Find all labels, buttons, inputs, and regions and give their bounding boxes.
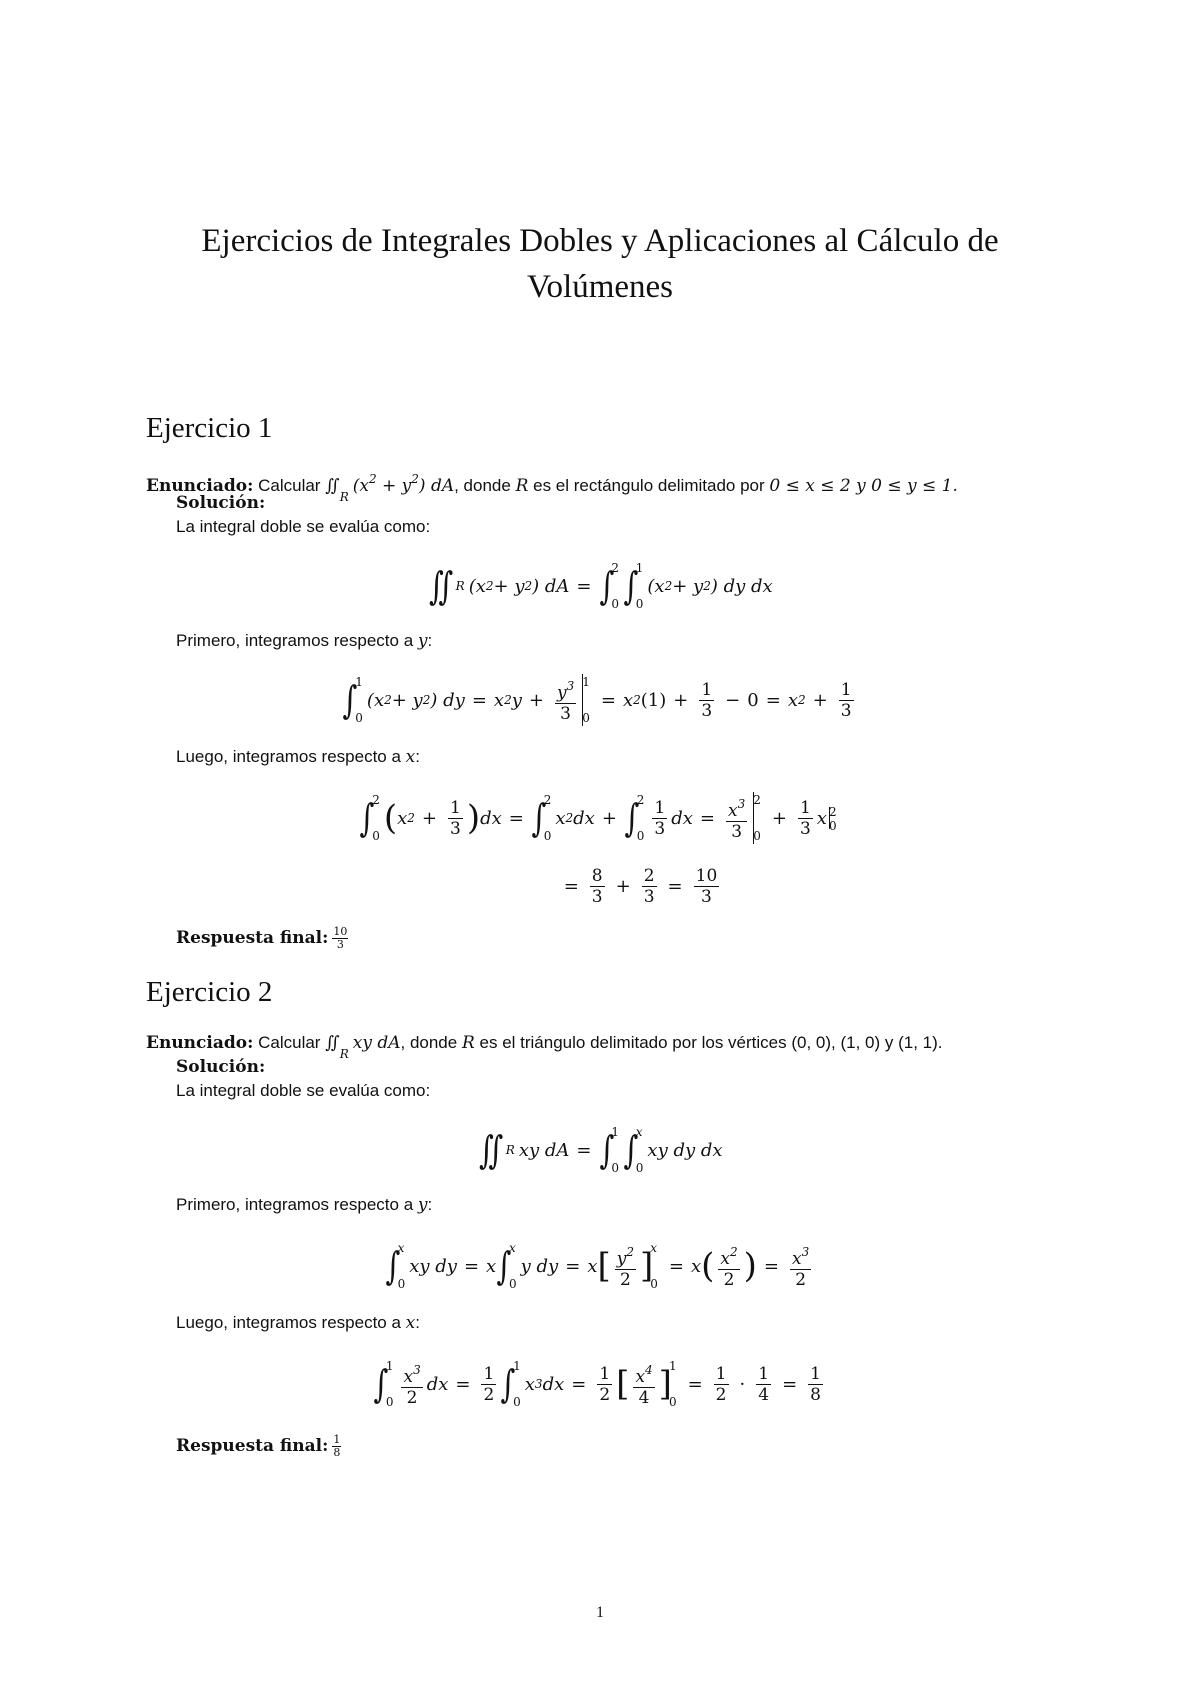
- statement-where: , donde: [400, 1033, 458, 1052]
- equation-2-3: ∫ 1 0 $\frac{x^3}{2}$ dx = $\frac{1}{2}$ ∫ 1 0 x 3 dx = $\frac{1}{2}$ [ $\frac{x^4}{4}$ ] 1 0 = $\frac{1}{2}$ · $\frac{1}{4}$ = $\frac{1}{8}$: [373, 1359, 821, 1409]
- statement-bounds: 0 ≤ x ≤ 2 y 0 ≤ y ≤ 1.: [769, 476, 958, 496]
- equation-2-2: ∫ x 0 xy dy = x ∫ x 0 y dy = x [ $\frac{y^2}{2}$ ] x 0 = x ( $\frac{x^2}{2}$ ) = $\frac{x^3}{2}$: [385, 1241, 810, 1291]
- statement-label: Enunciado:: [146, 1033, 254, 1053]
- equation-1-3: ∫ 2 0 ( x 2 + $\frac{1}{3}$ ) dx = ∫ 2 0 x 2 dx + ∫ 2 0 $\frac{1}{3}$ dx = $\frac{x^3}{3}$ 2 0 + $\frac{1}{3}$ x 2 0: [359, 793, 837, 843]
- answer-denominator-2: 8: [333, 1445, 341, 1459]
- equation-1-1: ∬ R (x 2 + y 2 ) dA = ∫ 2 0 ∫ 1 0 (x 2 + y 2 ) dy dx: [429, 561, 773, 611]
- solution-label-1: Solución:: [176, 493, 266, 513]
- section-title-ejercicio-2: Ejercicio 2: [146, 976, 273, 1008]
- step-x-text-2: Luego, integramos respecto a x:: [176, 1313, 420, 1333]
- statement-ejercicio-2: Enunciado: Calcular $∬_Rxy$ dA, donde R es el triángulo delimitado por los vértices (0, 0), (1, 0) y (1, 1).: [146, 1033, 943, 1061]
- statement-verb: Calcular: [258, 1033, 321, 1052]
- equation-1-2: ∫ 1 0 (x 2 + y 2 ) dy = x 2 y + $\frac{y^3}{3}$ 1 0 = x 2 (1) + $\frac{1}{3}$ − 0 = x 2 + $\frac{1}{3}$: [342, 675, 852, 725]
- equation-2-1: ∬ R xy dA = ∫ 1 0 ∫ x 0 xy dy dx: [479, 1125, 723, 1175]
- step-y-text-1: Primero, integramos respecto a y:: [176, 631, 433, 651]
- page-number: 1: [596, 1604, 604, 1621]
- statement-verb: Calcular: [258, 476, 321, 495]
- statement-region: es el triángulo delimitado por los vértices: [479, 1033, 787, 1052]
- statement-where: , donde: [454, 476, 511, 495]
- statement-label: Enunciado:: [146, 476, 254, 496]
- section-title-ejercicio-1: Ejercicio 1: [146, 412, 273, 444]
- answer-numerator-1: 10: [333, 924, 348, 938]
- answer-numerator-2: 1: [333, 1432, 341, 1446]
- statement-vertices: (0, 0), (1, 0) y (1, 1).: [791, 1033, 943, 1052]
- evaluates-text-1: La integral doble se evalúa como:: [176, 517, 431, 536]
- final-answer-1: Respuesta final: $\frac{10}{3}$: [176, 924, 348, 951]
- final-answer-2: Respuesta final: $\frac{1}{8}$: [176, 1432, 341, 1459]
- statement-ejercicio-1: Enunciado: Calcular $∬_R(x^2 + y^2)$ dA, donde R es el rectángulo delimitado por 0 ≤ x ≤ 2 y 0 ≤ y ≤ 1.: [146, 472, 958, 504]
- answer-denominator-1: 3: [336, 937, 344, 951]
- step-x-text-1: Luego, integramos respecto a x:: [176, 747, 420, 767]
- statement-region: es el rectángulo delimitado por: [533, 476, 765, 495]
- document-title: Ejercicios de Integrales Dobles y Aplicaciones al Cálculo de Volúmenes: [201, 223, 999, 305]
- equation-1-4: = $\frac{8}{3}$ + $\frac{2}{3}$ = $\frac{10}{3}$: [563, 865, 718, 907]
- solution-label-2: Solución:: [176, 1057, 266, 1077]
- evaluates-text-2: La integral doble se evalúa como:: [176, 1081, 431, 1100]
- step-y-text-2: Primero, integramos respecto a y:: [176, 1195, 433, 1215]
